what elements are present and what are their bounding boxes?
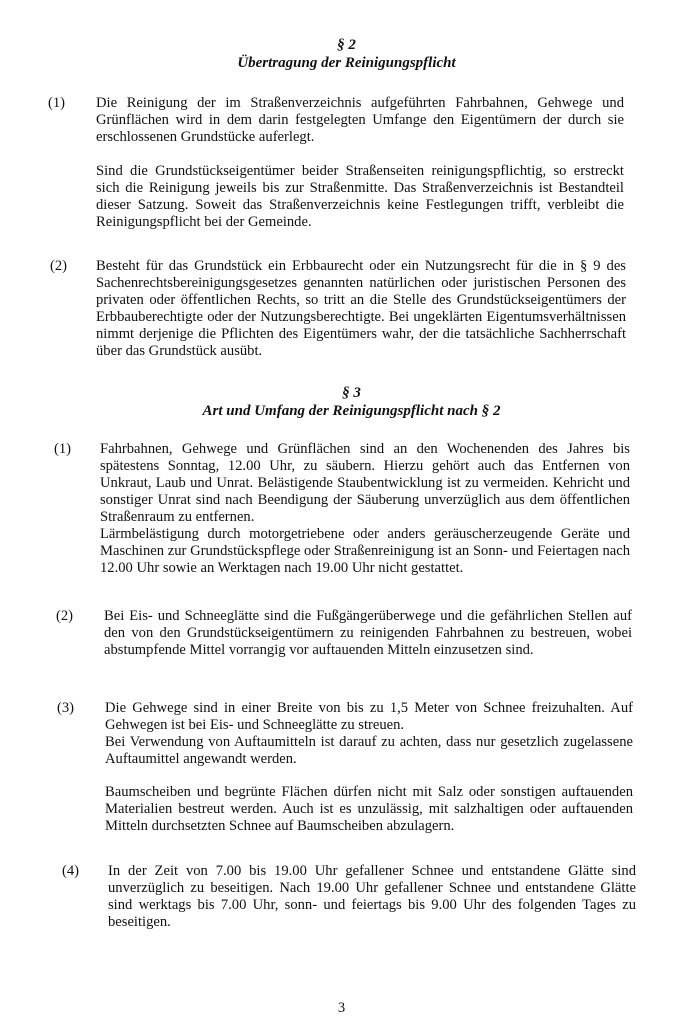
paragraph-text: Baumscheiben und begrünte Flächen dürfen nicht mit Salz oder sonstigen auftauenden Materialien bestreut werden. Auch ist es unzulässig, mit salzhaltigen oder auftauenden Mitteln durchsetzten Schnee auf Baumscheiben abzulagern. (105, 784, 633, 834)
paragraph-text: Die Reinigung der im Straßenverzeichnis aufgeführten Fahrbahnen, Gehwege und Grünflächen wird in dem darin festgelegten Umfange den Eigentümern der durch sie erschlossenen Grundstücke auferlegt. (96, 95, 624, 145)
paragraph-marker: (2) (56, 608, 74, 624)
page-number: 3 (337, 1000, 346, 1016)
section-title: Übertragung der Reinigungspflicht (237, 55, 456, 71)
section-heading-2 (0, 36, 683, 72)
paragraph-body (100, 441, 630, 577)
paragraph-marker: (3) (57, 700, 75, 716)
paragraph-body (108, 863, 636, 931)
paragraph-body (104, 608, 632, 659)
paragraph-marker: (1) (54, 441, 72, 457)
paragraph-text: Lärmbelästigung durch motorgetriebene oder anders geräuscherzeugende Geräte und Maschinen zur Grundstückspflege oder Straßenreinigung ist an Sonn- und Feiertagen nach 12.00 Uhr sowie an Werktagen nach 19.00 Uhr nicht gestattet. (100, 526, 630, 576)
paragraph-text: Besteht für das Grundstück ein Erbbaurecht oder ein Nutzungsrecht für die in § 9 des Sachenrechtsbereinigungsgesetzes genannten natürlichen oder juristischen Personen des privaten oder öffentlichen Rechts, so tritt an die Stelle des Grundstückseigentümers der Erbbauberechtigte oder der Nutzungsberechtigte. Bei ungeklärten Eigentumsverhältnissen nimmt derjenige die Pflichten des Eigentümers wahr, der die tatsächliche Sachherrschaft über das Grundstück ausübt. (96, 258, 626, 359)
paragraph-marker: (4) (62, 863, 80, 879)
paragraph-body (105, 700, 633, 835)
section-heading-3 (0, 384, 683, 420)
paragraph-marker: (1) (48, 95, 66, 111)
section-title: Art und Umfang der Reinigungspflicht nach § 2 (202, 403, 501, 419)
paragraph-text: Sind die Grundstückseigentümer beider Straßenseiten reinigungspflichtig, so erstreckt sich die Reinigung jeweils bis zur Straßenmitte. Das Straßenverzeichnis ist Bestandteil dieser Satzung. Soweit das Straßenverzeichnis keine Festlegungen trifft, verbleibt die Reinigungspflicht bei der Gemeinde. (96, 163, 624, 230)
paragraph-text: In der Zeit von 7.00 bis 19.00 Uhr gefallener Schnee und entstandene Glätte sind unverzüglich zu beseitigen. Nach 19.00 Uhr gefallener Schnee und entstandene Glätte sind werktags bis 7.00 Uhr, sonn- und feiertags bis 9.00 Uhr des folgenden Tages zu beseitigen. (108, 863, 636, 930)
section-number: § 3 (342, 385, 361, 401)
section-number: § 2 (337, 37, 356, 53)
paragraph-marker: (2) (50, 258, 68, 274)
paragraph-body (96, 95, 624, 231)
paragraph-text: Bei Verwendung von Auftaumitteln ist darauf zu achten, dass nur gesetzlich zugelassene Auftaumittel angewandt werden. (105, 734, 633, 767)
paragraph-text: Bei Eis- und Schneeglätte sind die Fußgängerüberwege und die gefährlichen Stellen auf den von den Grundstückseigentümern zu reinigenden Fahrbahnen zu bestreuen, wobei abstumpfende Mittel vorrangig vor auftauenden Mitteln einzusetzen sind. (104, 608, 632, 658)
paragraph-text: Die Gehwege sind in einer Breite von bis zu 1,5 Meter von Schnee freizuhalten. Auf Gehwegen ist bei Eis- und Schneeglätte zu streuen. (105, 700, 633, 733)
paragraph-body (96, 258, 626, 360)
paragraph-text: Fahrbahnen, Gehwege und Grünflächen sind an den Wochenenden des Jahres bis spätestens Sonntag, 12.00 Uhr, zu säubern. Hierzu gehört auch das Entfernen von Unkraut, Laub und Unrat. Belästigende Staubentwicklung ist zu vermeiden. Kehricht und sonstiger Unrat sind nach Beendigung der Säuberung unverzüglich aus dem öffentlichen Straßenraum zu entfernen. (100, 441, 630, 525)
